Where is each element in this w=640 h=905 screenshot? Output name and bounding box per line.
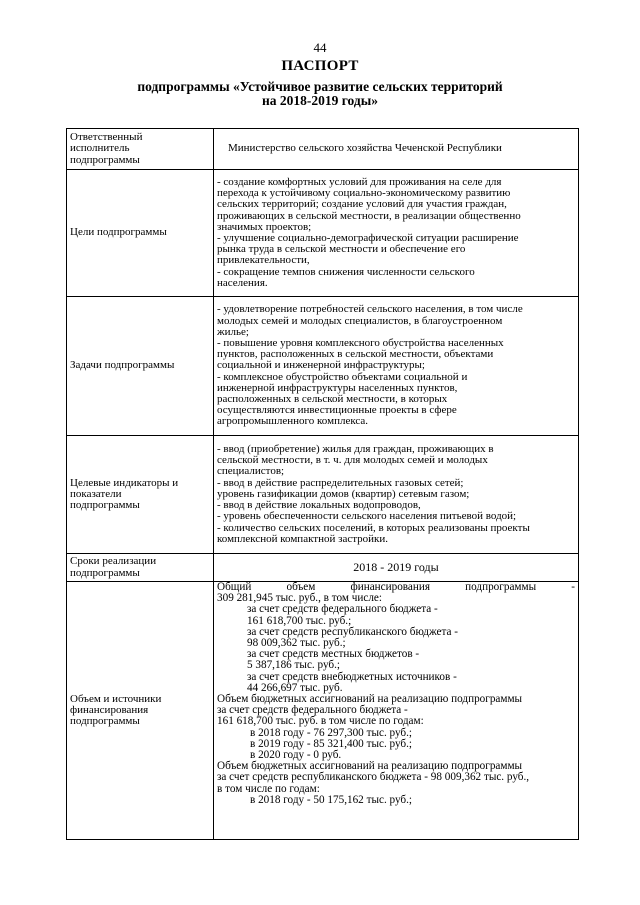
document-title: ПАСПОРТ <box>281 58 359 74</box>
finance-total: 309 281,945 тыс. руб., в том числе: <box>217 592 382 605</box>
finance-republic: за счет средств республиканского бюджета - 98 009,362 тыс. руб., <box>217 771 530 784</box>
value-line: - количество сельских поселений, в которых реализованы проекты <box>217 521 530 534</box>
table-row <box>67 297 579 436</box>
value-line: пунктов, расположенных в сельской местности, объектами <box>217 348 494 361</box>
value-line: - ввод в действие распределительных газовых сетей; <box>217 476 464 489</box>
row-label <box>67 170 214 297</box>
label-line: финансирования <box>70 703 149 716</box>
label-line: Задачи подпрограммы <box>70 359 175 372</box>
value-line: инженерной инфраструктуры населенных пунктов, <box>217 381 458 394</box>
row-value-finance <box>214 582 579 840</box>
value-line: осуществляются инвестиционные проекты в сфере <box>217 404 457 417</box>
finance-federal: 161 618,700 тыс. руб. в том числе по годам: <box>217 715 424 728</box>
word: подпрограммы <box>465 581 537 593</box>
finance-year: в 2020 году - 0 руб. <box>250 749 342 762</box>
finance-republic: в том числе по годам: <box>217 782 320 795</box>
finance-source: 98 009,362 тыс. руб.; <box>247 637 346 650</box>
value-line: специалистов; <box>217 465 285 478</box>
value-line: агропромышленного комплекса. <box>217 415 369 428</box>
row-value <box>214 554 579 582</box>
row-value <box>214 297 579 436</box>
table-row <box>67 129 579 170</box>
value-line: привлекательности, <box>217 254 310 267</box>
table-row <box>67 582 579 840</box>
label-line: Цели подпрограммы <box>70 226 167 239</box>
value-line: уровень газификации домов (квартир) сетевым газом; <box>217 487 470 500</box>
finance-source: за счет средств местных бюджетов - <box>247 648 420 661</box>
value-line: проживающих в сельской местности, в реализации общественно <box>217 209 521 222</box>
value-line: - повышение уровня комплексного обустройства населенных <box>217 336 504 349</box>
row-value <box>214 129 579 170</box>
word: объем <box>286 581 316 593</box>
finance-source: за счет средств федерального бюджета - <box>247 603 438 616</box>
value-line: 2018 - 2019 годы <box>353 559 439 574</box>
passport-table <box>66 128 579 840</box>
label-line: подпрограммы <box>70 499 140 512</box>
page-number: 44 <box>313 40 327 55</box>
label-line: показатели <box>70 487 122 500</box>
value-line: - удовлетворение потребностей сельского населения, в том числе <box>217 303 523 316</box>
finance-year: в 2018 году - 76 297,300 тыс. руб.; <box>250 726 413 739</box>
label-line: подпрограммы <box>70 715 140 728</box>
finance-source: 5 387,186 тыс. руб.; <box>247 659 341 672</box>
finance-source: 161 618,700 тыс. руб.; <box>247 614 352 627</box>
value-line: жилье; <box>217 325 249 338</box>
finance-source: за счет средств республиканского бюджета - <box>247 625 459 638</box>
value-line: расположенных в сельской местности, в которых <box>217 393 448 405</box>
finance-year: в 2018 году - 50 175,162 тыс. руб.; <box>250 793 413 806</box>
value-line: значимых проектов; <box>217 220 312 233</box>
label-line: подпрограммы <box>70 153 140 166</box>
value-line: - уровень обеспеченности сельского населения питьевой водой; <box>217 510 517 523</box>
value-line: социальной и инженерной инфраструктуры; <box>217 359 425 372</box>
value-line: - создание комфортных условий для проживания на селе для <box>217 175 502 188</box>
value-line: комплексной компактной застройки. <box>217 532 389 545</box>
label-line: подпрограммы <box>70 566 140 579</box>
finance-year: в 2019 году - 85 321,400 тыс. руб.; <box>250 737 413 750</box>
finance-republic: Объем бюджетных ассигнований на реализацию подпрограммы <box>217 760 523 773</box>
value-line: - ввод в действие локальных водопроводов, <box>217 499 421 512</box>
finance-source: за счет средств внебюджетных источников - <box>247 670 457 683</box>
word: - <box>571 581 575 593</box>
document-subtitle <box>90 80 550 108</box>
value-line: сельской местности, в т. ч. для молодых семей и молодых <box>217 454 488 467</box>
label-line: Объем и источники <box>70 692 162 705</box>
row-label <box>67 297 214 436</box>
finance-federal: Объем бюджетных ассигнований на реализацию подпрограммы <box>217 693 523 706</box>
finance-source: 44 266,697 тыс. руб. <box>247 681 343 694</box>
finance-federal: за счет средств федерального бюджета - <box>217 704 408 717</box>
label-line: Целевые индикаторы и <box>70 476 179 489</box>
row-value <box>214 436 579 554</box>
value-line: перехода к устойчивому социально-экономическому развитию <box>217 187 511 200</box>
value-line: - улучшение социально-демографической ситуации расширение <box>217 232 519 244</box>
word: Общий <box>217 581 252 593</box>
value-line: населения. <box>217 276 268 289</box>
table-row <box>67 436 579 554</box>
subtitle-line: на 2018-2019 годы» <box>261 93 379 108</box>
row-label <box>67 129 214 170</box>
value-line: рынка труда в сельской местности и обеспечение его <box>217 243 466 256</box>
row-label <box>67 554 214 582</box>
word: финансирования <box>350 581 431 593</box>
row-label <box>67 436 214 554</box>
value-line: молодых семей и молодых специалистов, в благоустроенном <box>217 314 503 327</box>
subtitle-line: подпрограммы «Устойчивое развитие сельских территорий <box>137 79 503 94</box>
value-line: сельских территорий; создание условий для участия граждан, <box>217 198 507 211</box>
value-line: - комплексное обустройство объектами социальной и <box>217 370 468 383</box>
value-line: Министерство сельского хозяйства Чеченской Республики <box>228 142 502 155</box>
value-line: - ввод (приобретение) жилья для граждан, проживающих в <box>217 443 494 456</box>
table-row <box>67 554 579 582</box>
table-row <box>67 170 579 297</box>
value-line: - сокращение темпов снижения численности сельского <box>217 265 475 278</box>
label-line: Ответственный <box>70 131 143 144</box>
row-value <box>214 170 579 297</box>
label-line: исполнитель <box>70 142 130 155</box>
row-label <box>67 582 214 840</box>
label-line: Сроки реализации <box>70 555 157 568</box>
